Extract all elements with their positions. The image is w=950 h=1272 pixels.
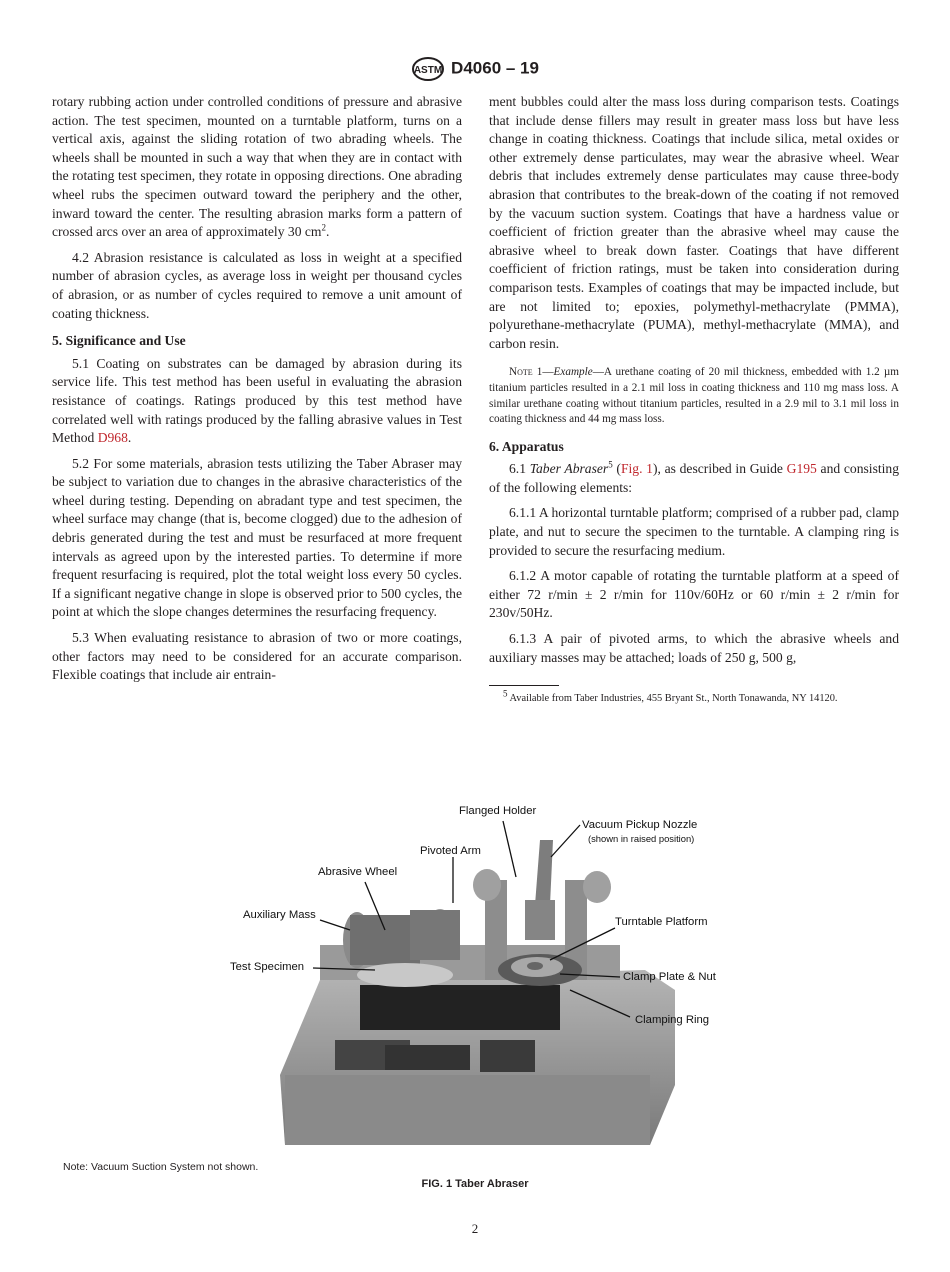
astm-logo-icon <box>411 56 445 82</box>
figure-caption: FIG. 1 Taber Abraser <box>421 1178 529 1190</box>
figure-taber-abraser <box>225 795 745 1165</box>
label-vacuum-note: (shown in raised position) <box>588 833 695 844</box>
footnote: $^5$ Available from Taber Industries, 455 Bryant St., North Tonawanda, NY 14120. <box>503 688 838 705</box>
figure-note: Note: Vacuum Suction System not shown. <box>63 1161 259 1173</box>
paragraph: rotary rubbing action under controlled conditions of pressure and abrasive action. The test specimen, mounted on a turntable platform, turns on a vertical axis, against the sliding rotation of two abrading wheels. The wheels shall be mounted in such a way that when they are in contact with the rotating test specimen, they rotate in opposing directions. One abrading wheel rubs the specimen outward toward the periphery and the other, inward toward the center. The resulting abrasion marks form a pattern of crossed arcs over an area of approximately 30 $cm^2$. <box>52 94 462 240</box>
label-auxiliary-mass: Auxiliary Mass <box>243 909 316 921</box>
label-turntable-platform: Turntable Platform <box>615 916 708 928</box>
page-number: 2 <box>471 1221 479 1236</box>
label-pivoted-arm: Pivoted Arm <box>420 845 481 857</box>
paragraph-6-1-2: 6.1.2 A motor capable of rotating the turntable platform at a speed of either 72 r/min ± 2 r/min for 110v/60Hz or 60 r/min ± 2 r/min for 230v/50Hz. <box>489 568 899 621</box>
link-d968[interactable]: D968 <box>97 430 128 446</box>
label-vacuum-pickup-nozzle: Vacuum Pickup Nozzle <box>582 819 698 831</box>
label-test-specimen: Test Specimen <box>230 961 305 973</box>
paragraph-6-1-3: 6.1.3 A pair of pivoted arms, to which the abrasive wheels and auxiliary masses may be attached; loads of 250 g, 500 g, <box>489 631 899 665</box>
paragraph-5-3: 5.3 When evaluating resistance to abrasion of two or more coatings, other factors may need to be considered for an accurate comparison. Flexible coatings that include air entrain- <box>52 630 462 683</box>
paragraph-6-1: 6.1 Taber Abraser$^5$ (Fig. 1), as described in Guide G195 and consisting of the following elements: <box>489 459 900 495</box>
footnote-rule <box>489 685 559 686</box>
link-fig1[interactable]: Fig. 1 <box>620 461 653 477</box>
section-heading: 6. Apparatus <box>489 438 564 454</box>
label-flanged-holder: Flanged Holder <box>459 805 537 817</box>
label-clamping-ring: Clamping Ring <box>635 1014 710 1026</box>
right-column <box>489 93 899 706</box>
paragraph: ment bubbles could alter the mass loss during comparison tests. Coatings that include dense fillers may result in greater mass loss but have less change in coating thickness. Coatings that include silica, metal oxides or other extremely dense particulates, may wear the abrasive wheel. Wear debris that includes extremely dense particulates may cause three-body abrasion that contributes to the break-down of the coating if not removed by the vacuum suction system. Coatings that have a hardness value or coefficient of friction greater than the abrasive wheel may cause the abrasive wheel to break down faster. Coatings that have different coefficient of friction ratings, must be taken into consideration during comparison tests. Examples of coatings that may be impacted include, but are not limited to; epoxies, polymethyl-methacrylate (PMMA), polyurethane-methacrylate (PUMA), methyl-methacrylate (MMA), and carbon resin. <box>489 94 899 351</box>
svg-text:ASTM: ASTM <box>413 65 443 76</box>
label-abrasive-wheel: Abrasive Wheel <box>318 866 398 878</box>
paragraph-4-2: 4.2 Abrasion resistance is calculated as loss in weight at a specified number of abrasion cycles, as average loss in weight per thousand cycles of abrasion, or as number of cycles required to remove a unit amount of coating thickness. <box>52 249 462 321</box>
link-g195[interactable]: G195 <box>786 461 817 477</box>
paragraph-5-2: 5.2 For some materials, abrasion tests utilizing the Taber Abraser may be subject to variation due to changes in the abrasive characteristics of the wheel during testing. Depending on abradant type and test specimen, the wheel surface may change (that is, become clogged) due to the adhesion of debris generated during the test and must be resurfaced at more frequent intervals as agreed upon by the interested parties. To determine if more frequent resurfacing is required, plot the total weight loss every 50 cycles. If a significant negative change in slope is observed prior to 500 cycles, the point at which the slope changes determines the resurfacing frequency. <box>52 455 462 620</box>
designation: D4060 – 19 <box>451 58 539 78</box>
paragraph-6-1-1: 6.1.1 A horizontal turntable platform; comprised of a rubber pad, clamp plate, and nut to secure the specimen to the turntable. A clamping ring is provided to secure the resurfacing medium. <box>489 505 899 558</box>
note-1: Note 1—Example—A urethane coating of 20 mil thickness, embedded with 1.2 µm titanium particles resulted in a 2.1 mil loss in coating thickness and 110 mg mass loss. A similar urethane coating without titanium particles, resulted in a 2.9 mil to 3.1 mil loss in coating thickness and 44 mg mass loss. <box>489 366 899 426</box>
page-header <box>0 56 950 82</box>
paragraph-5-1: 5.1 Coating on substrates can be damaged by abrasion during its service life. This test method has been useful in evaluating the abrasion resistance of coatings. Ratings produced by this test method have correlated well with ratings produced by the falling abrasive values in Test Method D968. <box>52 355 462 446</box>
left-column <box>52 93 462 692</box>
section-heading: 5. Significance and Use <box>52 333 186 349</box>
label-clamp-plate-nut: Clamp Plate & Nut <box>623 971 716 983</box>
